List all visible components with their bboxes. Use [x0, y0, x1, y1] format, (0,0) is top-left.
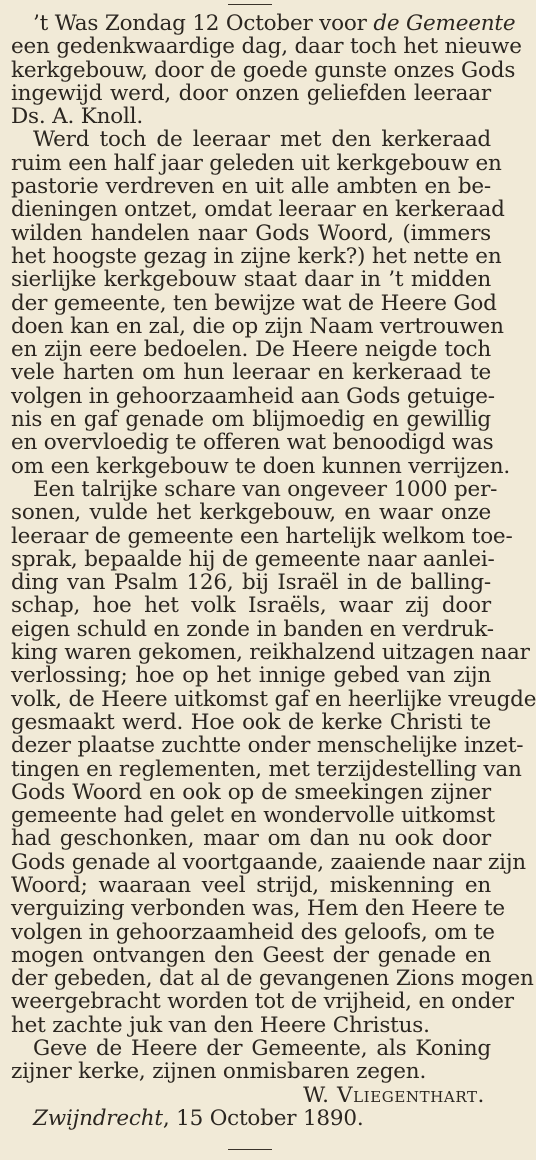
article-line: sprak, bepaalde hij de gemeente naar aanlei-	[11, 546, 495, 572]
signature-name: Vliegenthart.	[336, 1082, 485, 1108]
article-line: leeraar de gemeente een hartelijk welkom toe-	[11, 523, 513, 549]
article-line: volgen in gehoorzaamheid aan Gods getuige-	[11, 383, 495, 409]
article-line: sierlijke kerkgebouw staat daar in ’t midden	[11, 267, 491, 293]
article-line: Een talrijke schare van ongeveer 1000 per-	[33, 476, 498, 502]
article-line: dezer plaatse zuchtte onder menschelijke inzet-	[11, 733, 524, 759]
article-line: om een kerkgebouw te doen kunnen verrijzen.	[11, 453, 511, 479]
article-line: eigen schuld en zonde in banden en verdruk-	[11, 616, 494, 642]
article-line: ding van Psalm 126, bij Israël in de balling-	[11, 570, 491, 596]
article-line: Werd toch de leeraar met den kerkeraad	[33, 127, 491, 153]
article-line: verguizing verbonden was, Hem den Heere te	[11, 896, 505, 922]
article-line: weergebracht worden tot de vrijheid, en onder	[11, 989, 514, 1015]
article-line: Ds. A. Knoll.	[11, 104, 143, 130]
article-line: mogen ontvangen den Geest der genade en	[11, 942, 491, 968]
article-line: ruim een half jaar geleden uit kerkgebouw en	[11, 150, 502, 176]
article-line: vele harten om hun leeraar en kerkeraad te	[11, 360, 491, 386]
bottom-rule	[228, 1149, 272, 1150]
top-rule	[228, 4, 272, 5]
article-line: het hoogste gezag in zijne kerk?) het nette en	[11, 243, 502, 269]
article-line: dieningen ontzet, omdat leeraar en kerkeraad	[11, 197, 505, 223]
article-line: tingen en reglementen, met terzijdestelling van	[11, 756, 522, 782]
signature-initial: W.	[303, 1082, 337, 1108]
article-line: en overvloedig te offeren wat benoodigd was	[11, 430, 494, 456]
article-line: verlossing; hoe op het innige gebed van zijn	[11, 663, 491, 689]
article-line: een gedenkwaardige dag, daar toch het nieuwe	[11, 34, 522, 60]
article-line: Gods genade al voortgaande, zaaiende naar zijn	[11, 849, 526, 875]
dateline-date: , 15 October 1890.	[162, 1105, 364, 1131]
article-line: doen kan en zal, die op zijn Naam vertrouwen	[11, 313, 504, 339]
article-line: en zijn eere bedoelen. De Heere neigde toch	[11, 337, 491, 363]
article-line: Geve de Heere der Gemeente, als Koning	[33, 1036, 491, 1062]
article-line: kerkgebouw, door de goede gunste onzes Gods	[11, 57, 516, 83]
signature	[11, 1084, 491, 1107]
dateline	[11, 1107, 491, 1130]
article-line: Gods Woord en ook op de smeekingen zijner	[11, 779, 491, 805]
article-line: der gebeden, dat al de gevangenen Zions mogen	[11, 966, 534, 992]
article-line: Woord; waaraan veel strijd, miskenning en	[11, 872, 491, 898]
article-line: nis en gaf genade om blijmoedig en gewillig	[11, 407, 491, 433]
article-line: pastorie verdreven en uit alle ambten en be-	[11, 174, 491, 200]
article-line: het zachte juk van den Heere Christus.	[11, 1012, 430, 1038]
article-line: ingewijd werd, door onzen geliefden leeraar	[11, 80, 491, 106]
article-line: ’t Was Zondag 12 October voor de Gemeente	[33, 11, 516, 36]
article-line: volk, de Heere uitkomst gaf en heerlijke vreugde	[11, 686, 536, 712]
article-line: der gemeente, ten bewijze wat de Heere God	[11, 290, 497, 316]
newspaper-article	[11, 11, 536, 1131]
article-line: sonen, vulde het kerkgebouw, en waar onze	[11, 500, 491, 526]
article-line: zijner kerke, zijnen onmisbaren zegen.	[11, 1059, 427, 1085]
article-line: king waren gekomen, reikhalzend uitzagen naar	[11, 640, 530, 666]
article-line: gesmaakt werd. Hoe ook de kerke Christi te	[11, 709, 491, 735]
italic-gemeente: de Gemeente	[373, 11, 516, 36]
article-line: gemeente had gelet en wondervolle uitkomst	[11, 803, 495, 829]
article-line: had geschonken, maar om dan nu ook door	[11, 826, 491, 852]
dateline-place: Zwijndrecht	[33, 1105, 163, 1131]
article-line: schap, hoe het volk Israëls, waar zij door	[11, 593, 491, 619]
article-line: wilden handelen naar Gods Woord, (immers	[11, 220, 491, 246]
article-line: volgen in gehoorzaamheid des geloofs, om te	[11, 919, 495, 945]
